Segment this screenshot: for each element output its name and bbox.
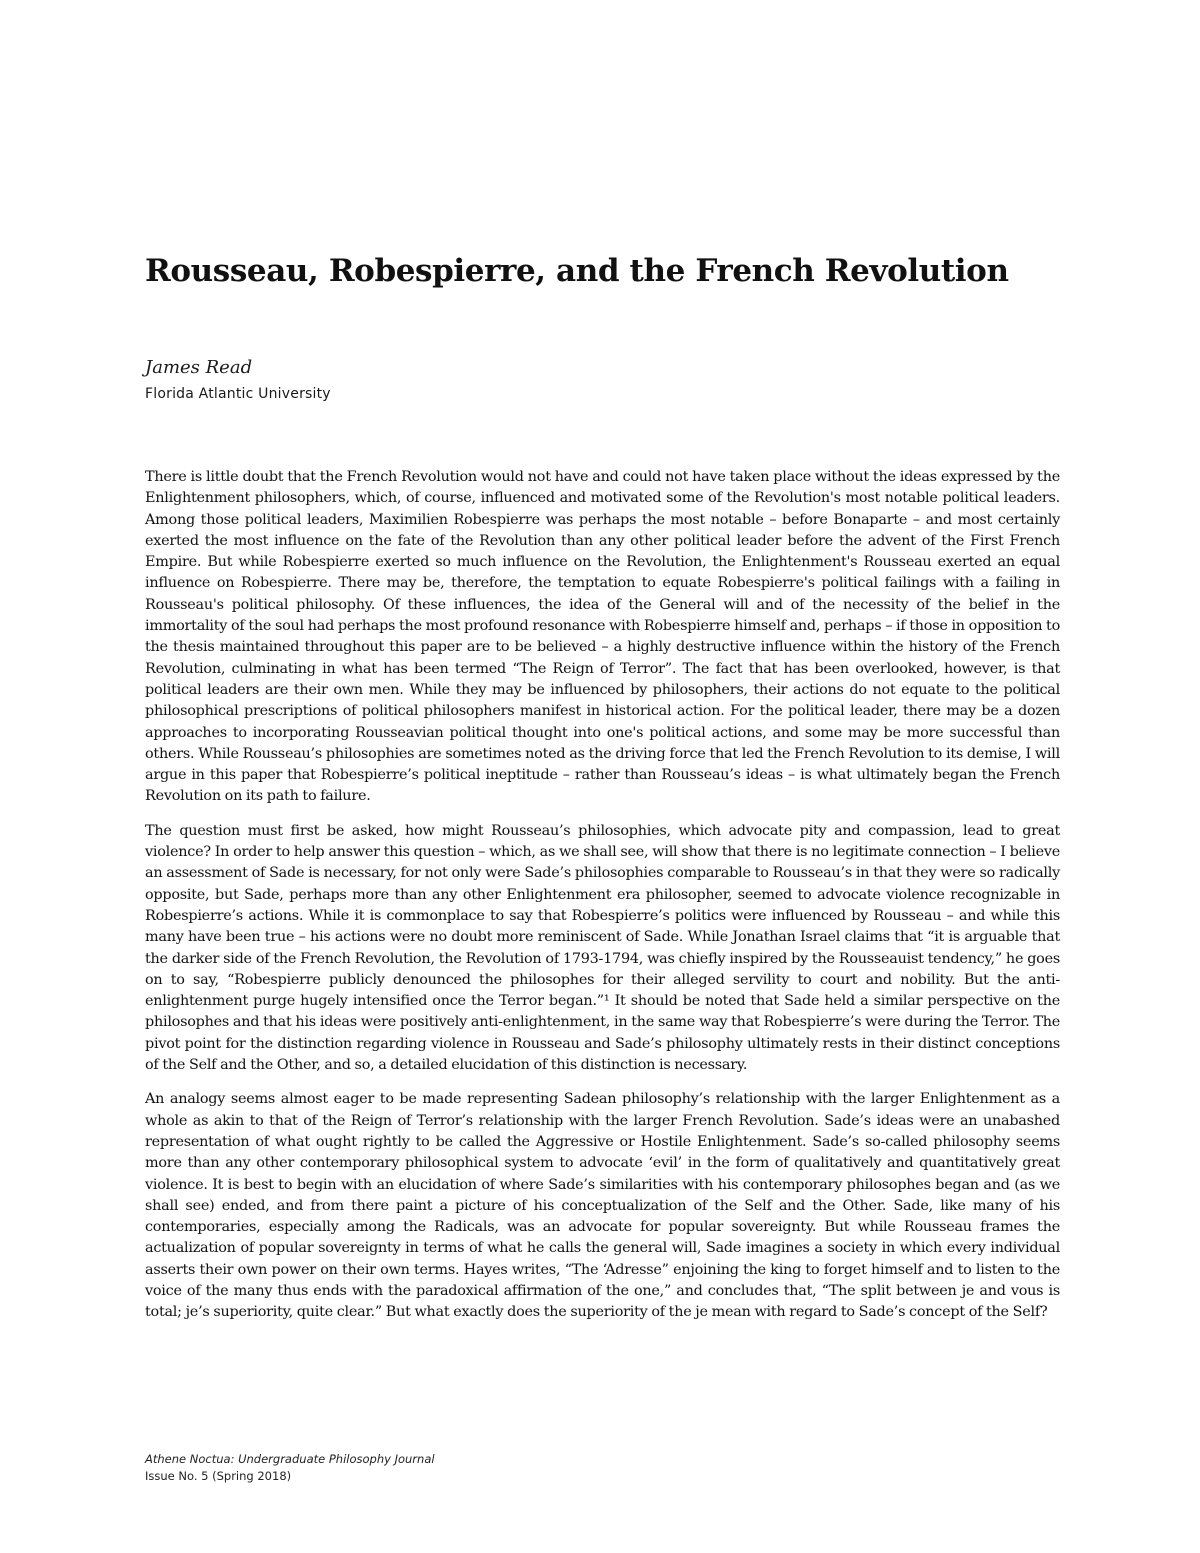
page-footer — [145, 1451, 435, 1485]
body-paragraph: An analogy seems almost eager to be made representing Sadean philosophy’s relationship with the larger Enlightenment as a whole as akin to that of the Reign of Terror’s relationship with the larger French Revolution. Sade’s ideas were an unabashed representation of what ought rightly to be called the Aggressive or Hostile Enlightenment. Sade’s so-called philosophy seems more than any other contemporary philosophical system to advocate ‘evil’ in the form of qualitatively and quantitatively great violence. It is best to begin with an elucidation of where Sade’s similarities with his contemporary philosophes began and (as we shall see) ended, and from there paint a picture of his conceptualization of the Self and the Other. Sade, like many of his contemporaries, especially among the Radicals, was an advocate for popular sovereignty. But while Rousseau frames the actualization of popular sovereignty in terms of what he calls the general will, Sade imagines a society in which every individual asserts their own power on their own terms. Hayes writes, “The ‘Adresse” enjoining the king to forget himself and to listen to the voice of the many thus ends with the paradoxical affirmation of the one,” and concludes that, “The split between je and vous is total; je’s superiority, quite clear.” But what exactly does the superiority of the je mean with regard to Sade’s concept of the Self? — [145, 1091, 1060, 1321]
journal-name: Athene Noctua: Undergraduate Philosophy Journal — [145, 1452, 435, 1466]
body-paragraph: The question must first be asked, how might Rousseau’s philosophies, which advocate pity and compassion, lead to great violence? In order to help answer this question – which, as we shall see, will show that there is no legitimate connection – I believe an assessment of Sade is necessary, for not only were Sade’s philosophies comparable to Rousseau’s in that they were so radically opposite, but Sade, perhaps more than any other Enlightenment era philosopher, seemed to advocate violence recognizable in Robespierre’s actions. While it is commonplace to say that Robespierre’s politics were influenced by Rousseau – and while this many have been true – his actions were no doubt more reminiscent of Sade. While Jonathan Israel claims that “it is arguable that the darker side of the French Revolution, the Revolution of 1793-1794, was chiefly inspired by the Rousseauist tendency,” he goes on to say, “Robespierre publicly denounced the philosophes for their alleged servility to court and nobility. But the anti-enlightenment purge hugely intensified once the Terror began.”¹ It should be noted that Sade held a similar perspective on the philosophes and that his ideas were positively anti-enlightenment, in the same way that Robespierre’s were during the Terror. The pivot point for the distinction regarding violence in Rousseau and Sade’s philosophy ultimately rests in their distinct conceptions of the Self and the Other, and so, a detailed elucidation of this distinction is necessary. — [145, 822, 1060, 1074]
paper-body — [145, 467, 1060, 1337]
author-name: James Read — [145, 357, 253, 378]
body-paragraph: There is little doubt that the French Revolution would not have and could not have taken place without the ideas expressed by the Enlightenment philosophers, which, of course, influenced and motivated some of the Revolution's most notable political leaders. Among those political leaders, Maximilien Robespierre was perhaps the most notable – before Bonaparte – and most certainly exerted the most influence on the fate of the Revolution than any other political leader before the advent of the First French Empire. But while Robespierre exerted so much influence on the Revolution, the Enlightenment's Rousseau exerted an equal influence on Robespierre. There may be, therefore, the temptation to equate Robespierre's political failings with a failing in Rousseau's political philosophy. Of these influences, the idea of the General will and of the necessity of the belief in the immortality of the soul had perhaps the most profound resonance with Robespierre himself and, perhaps – if those in opposition to the thesis maintained throughout this paper are to be believed – a highly destructive influence within the history of the French Revolution, culminating in what has been termed “The Reign of Terror”. The fact that has been overlooked, however, is that political leaders are their own men. While they may be influenced by philosophers, their actions do not equate to the political philosophical prescriptions of political philosophers manifest in historical action. For the political leader, there may be a dozen approaches to incorporating Rousseavian political thought into one's political actions, and some may be more successful than others. While Rousseau’s philosophies are sometimes noted as the driving force that led the French Revolution to its demise, I will argue in this paper that Robespierre’s political ineptitude – rather than Rousseau’s ideas – is what ultimately began the French Revolution on its path to failure. — [145, 469, 1060, 805]
issue-number: Issue No. 5 (Spring 2018) — [145, 1469, 292, 1483]
paper-title: Rousseau, Robespierre, and the French Revolution — [145, 253, 1009, 289]
author-affiliation: Florida Atlantic University — [145, 386, 331, 402]
